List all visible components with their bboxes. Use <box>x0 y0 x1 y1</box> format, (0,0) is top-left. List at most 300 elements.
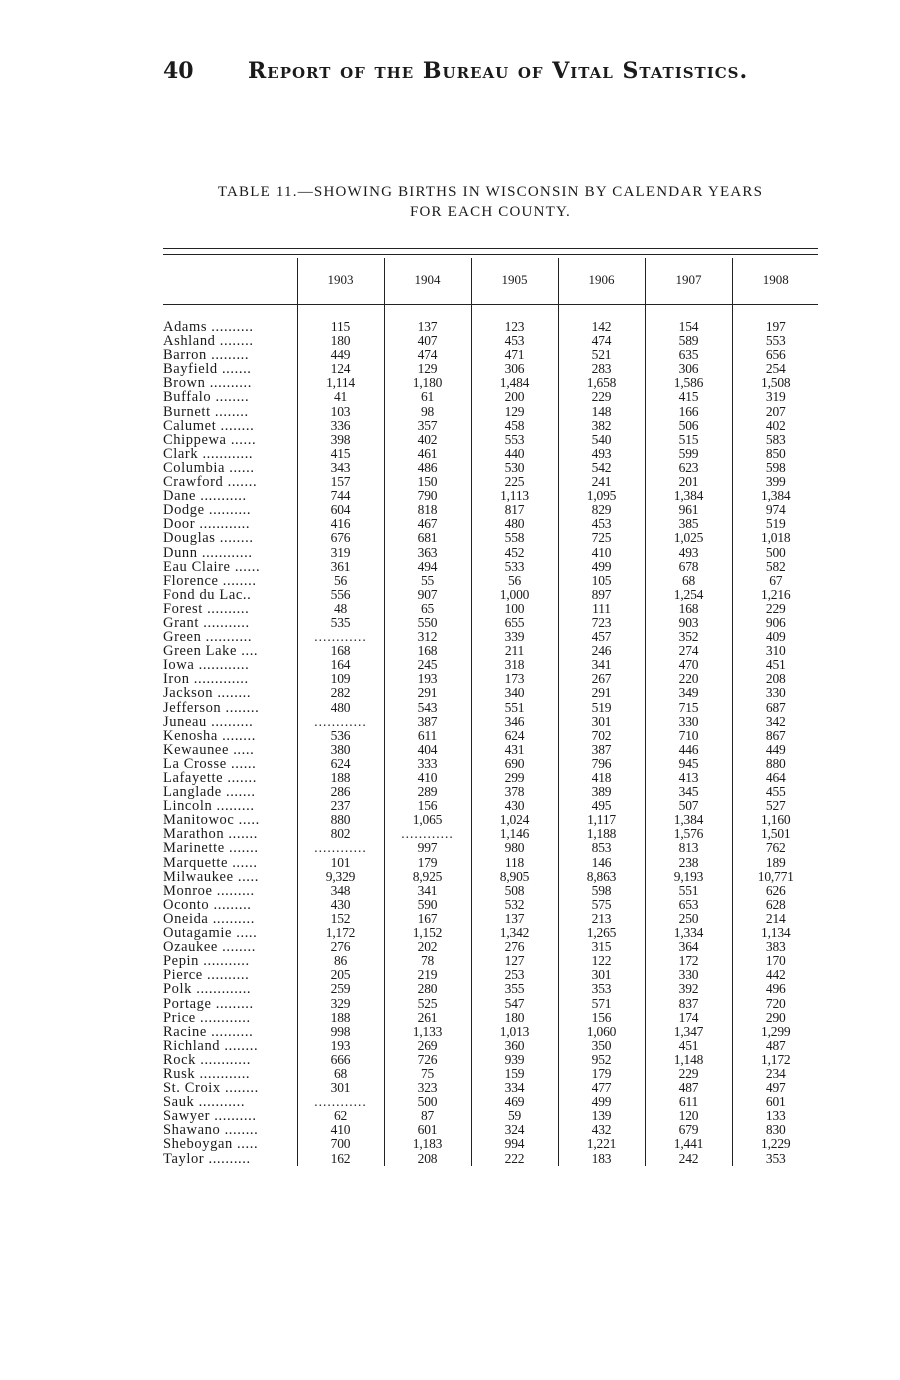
births-value-cell: 56 <box>471 574 558 588</box>
births-value-cell: 1,025 <box>645 531 732 545</box>
births-value-cell: 361 <box>297 560 384 574</box>
county-name-cell: Kenosha ........ <box>163 728 256 743</box>
table-row <box>163 630 819 644</box>
table-row <box>163 1095 819 1109</box>
births-value-cell: 997 <box>384 841 471 855</box>
births-value-cell: 341 <box>384 884 471 898</box>
births-value-cell: 167 <box>384 912 471 926</box>
births-value-cell: 214 <box>732 912 819 926</box>
table-row <box>163 715 819 729</box>
births-value-cell: 556 <box>297 588 384 602</box>
births-value-cell: 364 <box>645 940 732 954</box>
county-name-cell: Sheboygan ..... <box>163 1137 259 1152</box>
births-value-cell: 676 <box>297 531 384 545</box>
births-value-cell: 306 <box>645 362 732 376</box>
table-row <box>163 475 819 489</box>
births-value-cell: 535 <box>297 616 384 630</box>
births-table-container <box>163 258 818 1166</box>
births-value-cell: 100 <box>471 602 558 616</box>
births-value-cell: 1,065 <box>384 813 471 827</box>
county-name-cell: Burnett ........ <box>163 404 249 419</box>
births-value-cell: 1,148 <box>645 1053 732 1067</box>
births-value-cell: 301 <box>297 1081 384 1095</box>
births-value-cell: 480 <box>297 701 384 715</box>
county-name-cell: Grant ........... <box>163 615 250 631</box>
births-value-cell: 229 <box>732 602 819 616</box>
births-value-cell: 115 <box>297 320 384 334</box>
county-name-cell: Oconto ......... <box>163 897 252 912</box>
births-value-cell: 355 <box>471 982 558 996</box>
births-value-cell: 1,254 <box>645 588 732 602</box>
county-name-cell: Adams .......... <box>163 320 254 335</box>
table-row <box>163 616 819 630</box>
births-value-cell: 8,925 <box>384 870 471 884</box>
births-value-cell: 980 <box>471 841 558 855</box>
county-name-cell: Brown .......... <box>163 376 252 391</box>
births-value-cell: 903 <box>645 616 732 630</box>
county-name-cell: Crawford ....... <box>163 475 258 490</box>
county-name-cell: Shawano ........ <box>163 1123 259 1138</box>
births-value-cell: 159 <box>471 1067 558 1081</box>
births-value-cell: 168 <box>384 644 471 658</box>
births-value-cell: 474 <box>384 348 471 362</box>
births-value-cell: 1,384 <box>732 489 819 503</box>
births-value-cell: 205 <box>297 968 384 982</box>
births-value-cell: 790 <box>384 489 471 503</box>
table-row <box>163 489 819 503</box>
births-value-cell: 452 <box>471 546 558 560</box>
births-value-cell: 345 <box>645 785 732 799</box>
running-title: Report of the Bureau of Vital Statistics. <box>248 58 749 84</box>
table-row <box>163 1011 819 1025</box>
births-value-cell: 343 <box>297 461 384 475</box>
county-name-cell: Polk ............. <box>163 982 252 997</box>
table-row <box>163 672 819 686</box>
births-value-cell: 653 <box>645 898 732 912</box>
births-value-cell: 449 <box>732 743 819 757</box>
births-value-cell: 56 <box>297 574 384 588</box>
births-value-cell: 446 <box>645 743 732 757</box>
births-value-cell: 499 <box>558 560 645 574</box>
table-row <box>163 1053 819 1067</box>
county-name-cell: Price ............ <box>163 1010 251 1025</box>
table-row <box>163 602 819 616</box>
births-value-cell: 1,183 <box>384 1137 471 1151</box>
table-row <box>163 546 819 560</box>
table-row <box>163 1039 819 1053</box>
county-name-cell: Pepin ........... <box>163 954 250 969</box>
births-value-cell: 183 <box>558 1152 645 1166</box>
births-value-cell: 493 <box>645 546 732 560</box>
year-header-1908: 1908 <box>732 258 819 302</box>
births-value-cell: 690 <box>471 757 558 771</box>
births-value-cell: 430 <box>297 898 384 912</box>
table-row <box>163 701 819 715</box>
births-value-cell: 1,146 <box>471 827 558 841</box>
county-name-cell: Buffalo ........ <box>163 390 250 405</box>
births-value-cell: 1,384 <box>645 489 732 503</box>
births-value-cell: 464 <box>732 771 819 785</box>
county-name-cell: Richland ........ <box>163 1038 259 1053</box>
births-value-cell: 250 <box>645 912 732 926</box>
births-value-cell: 575 <box>558 898 645 912</box>
births-value-cell: 87 <box>384 1109 471 1123</box>
births-value-cell: 353 <box>732 1152 819 1166</box>
county-name-cell: Dunn ............ <box>163 545 253 560</box>
births-value-cell: 301 <box>558 968 645 982</box>
births-value-cell: 471 <box>471 348 558 362</box>
county-name-cell: Rock ............ <box>163 1052 251 1067</box>
births-value-cell: 829 <box>558 503 645 517</box>
births-value-cell: 623 <box>645 461 732 475</box>
births-value-cell: 850 <box>732 447 819 461</box>
table-title-line-1: TABLE 11.—SHOWING BIRTHS IN WISCONSIN BY CALENDAR YEARS <box>217 184 764 200</box>
births-value-cell: 837 <box>645 997 732 1011</box>
births-value-cell: 508 <box>471 884 558 898</box>
table-row <box>163 1081 819 1095</box>
births-value-cell: 451 <box>732 658 819 672</box>
births-value-cell: 582 <box>732 560 819 574</box>
births-value-cell: 710 <box>645 729 732 743</box>
births-value-cell: 129 <box>384 362 471 376</box>
births-value-cell: 208 <box>732 672 819 686</box>
births-value-cell: 10,771 <box>732 870 819 884</box>
births-value-cell: 604 <box>297 503 384 517</box>
county-name-cell: Florence ........ <box>163 573 257 588</box>
births-value-cell: 547 <box>471 997 558 1011</box>
births-value-cell: 330 <box>645 968 732 982</box>
births-value-cell: 480 <box>471 517 558 531</box>
births-value-cell: 399 <box>732 475 819 489</box>
births-value-cell: 720 <box>732 997 819 1011</box>
births-value-cell: 994 <box>471 1137 558 1151</box>
births-value-cell: 571 <box>558 997 645 1011</box>
births-value-cell: 487 <box>645 1081 732 1095</box>
county-name-cell: Marathon ....... <box>163 827 258 842</box>
births-value-cell: ............ <box>384 827 471 841</box>
table-row <box>163 884 819 898</box>
table-row <box>163 1152 819 1166</box>
births-value-cell: 124 <box>297 362 384 376</box>
county-name-cell: Jackson ........ <box>163 686 252 701</box>
births-value-cell: 1,000 <box>471 588 558 602</box>
births-value-cell: 723 <box>558 616 645 630</box>
births-value-cell: 1,133 <box>384 1025 471 1039</box>
births-value-cell: 62 <box>297 1109 384 1123</box>
births-value-cell: 261 <box>384 1011 471 1025</box>
county-name-cell: Juneau .......... <box>163 714 254 729</box>
births-value-cell: 1,160 <box>732 813 819 827</box>
table-row <box>163 419 819 433</box>
county-name-cell: Eau Claire ...... <box>163 559 261 574</box>
births-value-cell: 679 <box>645 1123 732 1137</box>
births-value-cell: 202 <box>384 940 471 954</box>
county-name-cell: Iron ............. <box>163 672 249 687</box>
births-value-cell: 1,113 <box>471 489 558 503</box>
births-value-cell: 496 <box>732 982 819 996</box>
county-column-header <box>163 258 297 302</box>
births-value-cell: 998 <box>297 1025 384 1039</box>
births-value-cell: 678 <box>645 560 732 574</box>
births-value-cell: 430 <box>471 799 558 813</box>
county-name-cell: Lincoln ......... <box>163 799 255 814</box>
county-name-cell: Kewaunee ..... <box>163 742 255 757</box>
births-value-cell: 200 <box>471 390 558 404</box>
table-row <box>163 362 819 376</box>
births-value-cell: 611 <box>384 729 471 743</box>
births-value-cell: 168 <box>297 644 384 658</box>
births-value-cell: 360 <box>471 1039 558 1053</box>
top-rule <box>163 248 818 249</box>
county-name-cell: Iowa ............ <box>163 658 250 673</box>
births-value-cell: 139 <box>558 1109 645 1123</box>
births-value-cell: 380 <box>297 743 384 757</box>
year-header-1903: 1903 <box>297 258 384 302</box>
births-value-cell: 1,216 <box>732 588 819 602</box>
births-value-cell: 101 <box>297 856 384 870</box>
births-value-cell: 286 <box>297 785 384 799</box>
births-value-cell: 1,384 <box>645 813 732 827</box>
births-value-cell: 897 <box>558 588 645 602</box>
table-row <box>163 644 819 658</box>
births-value-cell: 127 <box>471 954 558 968</box>
births-value-cell: 207 <box>732 405 819 419</box>
births-value-cell: 229 <box>558 390 645 404</box>
births-value-cell: 601 <box>384 1123 471 1137</box>
births-value-cell: 162 <box>297 1152 384 1166</box>
births-value-cell: 402 <box>732 419 819 433</box>
births-value-cell: 382 <box>558 419 645 433</box>
births-value-cell: 65 <box>384 602 471 616</box>
births-value-cell: 238 <box>645 856 732 870</box>
table-row <box>163 813 819 827</box>
county-name-cell: Outagamie ..... <box>163 926 258 941</box>
births-value-cell: 157 <box>297 475 384 489</box>
births-value-cell: 1,508 <box>732 376 819 390</box>
births-value-cell: 346 <box>471 715 558 729</box>
births-value-cell: 229 <box>645 1067 732 1081</box>
births-value-cell: 41 <box>297 390 384 404</box>
county-name-cell: Door ............ <box>163 517 251 532</box>
county-name-cell: Milwaukee ..... <box>163 869 259 884</box>
births-value-cell: 267 <box>558 672 645 686</box>
births-value-cell: 598 <box>558 884 645 898</box>
births-value-cell: 9,193 <box>645 870 732 884</box>
births-value-cell: 378 <box>471 785 558 799</box>
table-row <box>163 390 819 404</box>
births-value-cell: 725 <box>558 531 645 545</box>
county-name-cell: Dodge .......... <box>163 503 252 518</box>
births-value-cell: ............ <box>297 715 384 729</box>
county-name-cell: Taylor .......... <box>163 1151 251 1166</box>
top-rule-secondary <box>163 254 818 255</box>
births-value-cell: 253 <box>471 968 558 982</box>
births-value-cell: 461 <box>384 447 471 461</box>
births-value-cell: 111 <box>558 602 645 616</box>
births-value-cell: 55 <box>384 574 471 588</box>
births-value-cell: 410 <box>558 546 645 560</box>
births-value-cell: 219 <box>384 968 471 982</box>
births-value-cell: 416 <box>297 517 384 531</box>
births-value-cell: 611 <box>645 1095 732 1109</box>
births-value-cell: 601 <box>732 1095 819 1109</box>
births-value-cell: 558 <box>471 531 558 545</box>
births-value-cell: 352 <box>645 630 732 644</box>
births-value-cell: 213 <box>558 912 645 926</box>
county-name-cell: Pierce .......... <box>163 968 250 983</box>
table-row <box>163 320 819 334</box>
table-row <box>163 574 819 588</box>
births-table <box>163 258 819 1166</box>
births-value-cell: 455 <box>732 785 819 799</box>
county-name-cell: Lafayette ....... <box>163 771 257 786</box>
births-value-cell: 626 <box>732 884 819 898</box>
births-value-cell: 494 <box>384 560 471 574</box>
births-value-cell: 543 <box>384 701 471 715</box>
births-value-cell: 283 <box>558 362 645 376</box>
births-value-cell: 389 <box>558 785 645 799</box>
births-value-cell: 493 <box>558 447 645 461</box>
births-value-cell: 324 <box>471 1123 558 1137</box>
births-value-cell: 530 <box>471 461 558 475</box>
county-name-cell: Marinette ....... <box>163 841 259 856</box>
births-value-cell: 68 <box>645 574 732 588</box>
table-row <box>163 503 819 517</box>
births-value-cell: 299 <box>471 771 558 785</box>
births-value-cell: 166 <box>645 405 732 419</box>
births-value-cell: 431 <box>471 743 558 757</box>
births-value-cell: 188 <box>297 1011 384 1025</box>
births-value-cell: 222 <box>471 1152 558 1166</box>
table-row <box>163 433 819 447</box>
births-value-cell: 1,060 <box>558 1025 645 1039</box>
table-row <box>163 588 819 602</box>
table-row <box>163 841 819 855</box>
births-value-cell: 409 <box>732 630 819 644</box>
births-value-cell: 312 <box>384 630 471 644</box>
births-value-cell: 1,018 <box>732 531 819 545</box>
births-value-cell: 383 <box>732 940 819 954</box>
table-row <box>163 376 819 390</box>
table-title-line-2: FOR EACH COUNTY. <box>409 204 572 220</box>
births-value-cell: 315 <box>558 940 645 954</box>
births-value-cell: 276 <box>297 940 384 954</box>
births-value-cell: 211 <box>471 644 558 658</box>
births-value-cell: 1,188 <box>558 827 645 841</box>
births-value-cell: 1,658 <box>558 376 645 390</box>
births-value-cell: 291 <box>558 686 645 700</box>
births-value-cell: 961 <box>645 503 732 517</box>
births-value-cell: 385 <box>645 517 732 531</box>
births-value-cell: 700 <box>297 1137 384 1151</box>
births-value-cell: 318 <box>471 658 558 672</box>
table-row <box>163 1067 819 1081</box>
births-value-cell: 413 <box>645 771 732 785</box>
births-value-cell: 67 <box>732 574 819 588</box>
births-value-cell: 598 <box>732 461 819 475</box>
county-name-cell: Chippewa ...... <box>163 432 257 447</box>
table-row <box>163 334 819 348</box>
births-value-cell: 319 <box>297 546 384 560</box>
births-value-cell: 1,114 <box>297 376 384 390</box>
births-value-cell: 323 <box>384 1081 471 1095</box>
births-value-cell: 507 <box>645 799 732 813</box>
births-value-cell: 453 <box>471 334 558 348</box>
table-row <box>163 560 819 574</box>
births-value-cell: 334 <box>471 1081 558 1095</box>
births-value-cell: 319 <box>732 390 819 404</box>
county-name-cell: St. Croix ........ <box>163 1081 259 1096</box>
county-name-cell: Sauk ........... <box>163 1095 246 1110</box>
births-value-cell: 363 <box>384 546 471 560</box>
births-value-cell: 137 <box>384 320 471 334</box>
births-value-cell: 339 <box>471 630 558 644</box>
births-value-cell: 451 <box>645 1039 732 1053</box>
births-value-cell: 495 <box>558 799 645 813</box>
births-value-cell: 336 <box>297 419 384 433</box>
births-value-cell: 225 <box>471 475 558 489</box>
births-value-cell: 174 <box>645 1011 732 1025</box>
table-row <box>163 997 819 1011</box>
births-value-cell: 802 <box>297 827 384 841</box>
births-value-cell: 1,172 <box>732 1053 819 1067</box>
births-value-cell: 906 <box>732 616 819 630</box>
births-value-cell: 486 <box>384 461 471 475</box>
births-value-cell: 457 <box>558 630 645 644</box>
births-value-cell: 341 <box>558 658 645 672</box>
births-value-cell: 453 <box>558 517 645 531</box>
births-value-cell: 553 <box>471 433 558 447</box>
births-value-cell: 410 <box>297 1123 384 1137</box>
births-value-cell: 1,484 <box>471 376 558 390</box>
births-value-cell: 702 <box>558 729 645 743</box>
births-value-cell: 237 <box>297 799 384 813</box>
births-value-cell: 109 <box>297 672 384 686</box>
births-value-cell: 179 <box>558 1067 645 1081</box>
table-row <box>163 1137 819 1151</box>
births-value-cell: 150 <box>384 475 471 489</box>
births-value-cell: 1,265 <box>558 926 645 940</box>
county-name-cell: Clark ............ <box>163 446 254 461</box>
table-row <box>163 348 819 362</box>
births-value-cell: 353 <box>558 982 645 996</box>
births-value-cell: 744 <box>297 489 384 503</box>
births-value-cell: 48 <box>297 602 384 616</box>
births-value-cell: 506 <box>645 419 732 433</box>
births-value-cell: 939 <box>471 1053 558 1067</box>
births-value-cell: 201 <box>645 475 732 489</box>
births-value-cell: 142 <box>558 320 645 334</box>
births-value-cell: 467 <box>384 517 471 531</box>
table-row <box>163 870 819 884</box>
births-value-cell: 907 <box>384 588 471 602</box>
births-value-cell: 487 <box>732 1039 819 1053</box>
county-name-cell: La Crosse ...... <box>163 756 257 771</box>
county-name-cell: Ozaukee ........ <box>163 940 256 955</box>
births-value-cell: 474 <box>558 334 645 348</box>
table-header-row <box>163 258 819 302</box>
births-value-cell: 118 <box>471 856 558 870</box>
births-value-cell: 340 <box>471 686 558 700</box>
county-name-cell: Fond du Lac.. <box>163 587 252 602</box>
births-value-cell: 762 <box>732 841 819 855</box>
births-value-cell: 1,180 <box>384 376 471 390</box>
births-value-cell: 880 <box>297 813 384 827</box>
births-value-cell: 500 <box>732 546 819 560</box>
births-value-cell: 945 <box>645 757 732 771</box>
births-value-cell: 152 <box>297 912 384 926</box>
births-value-cell: 329 <box>297 997 384 1011</box>
